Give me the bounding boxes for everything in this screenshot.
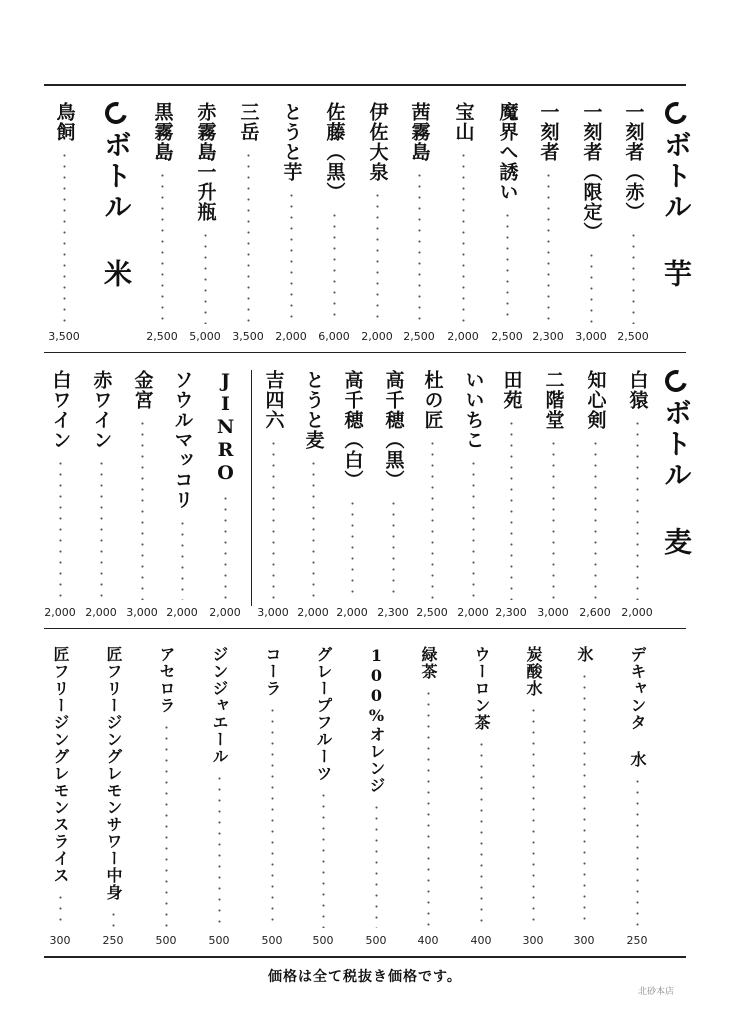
menu-item-name: 伊佐大泉 xyxy=(366,102,389,182)
kome-heading xyxy=(96,102,136,290)
menu-item-name: 一刻者 xyxy=(537,102,560,162)
menu-item-price: 2,500 xyxy=(416,606,448,619)
kome-heading-text: ボトル 米 xyxy=(100,130,133,290)
mugi-heading xyxy=(656,370,696,558)
menu-item-price: 2,500 xyxy=(617,330,649,343)
dot-leader xyxy=(472,458,475,600)
menu-item-name: 佐藤（黒） xyxy=(323,102,346,202)
dot-leader xyxy=(333,210,336,324)
menu-item-name: 黒霧島 xyxy=(151,102,174,162)
menu-item-price: 2,300 xyxy=(495,606,527,619)
menu-item xyxy=(298,370,328,600)
menu-item-price: 500 xyxy=(312,934,334,947)
menu-item xyxy=(127,370,157,600)
dot-leader xyxy=(632,230,635,324)
menu-item-price: 3,000 xyxy=(575,330,607,343)
menu-item xyxy=(233,102,263,324)
menu-item-price: 2,000 xyxy=(621,606,653,619)
menu-item-price: 300 xyxy=(522,934,544,947)
menu-item-price: 250 xyxy=(102,934,124,947)
menu-item-name: 茜霧島 xyxy=(408,102,431,162)
menu-item-price: 500 xyxy=(365,934,387,947)
menu-item xyxy=(618,102,648,324)
menu-item-name: 魔界へ誘い xyxy=(496,102,519,202)
menu-item xyxy=(151,646,181,928)
menu-item-name: 一刻者（限定） xyxy=(580,102,603,242)
menu-item-name: 匠フリージングレモンサワー中身 xyxy=(104,646,123,901)
dot-leader xyxy=(510,418,513,600)
dot-leader xyxy=(594,438,597,600)
menu-item-price: 2,300 xyxy=(377,606,409,619)
menu-item-price: 2,000 xyxy=(44,606,76,619)
section-rule-1 xyxy=(44,352,686,353)
menu-item xyxy=(362,102,392,324)
menu-item-price: 500 xyxy=(208,934,230,947)
menu-item-name: 金宮 xyxy=(131,370,154,410)
mugi-heading-text: ボトル 麦 xyxy=(660,398,693,558)
menu-item-price: 3,000 xyxy=(537,606,569,619)
menu-item-price: 250 xyxy=(626,934,648,947)
dot-leader xyxy=(271,705,274,928)
menu-item xyxy=(458,370,488,600)
top-rule xyxy=(44,84,686,86)
menu-item-name: 吉四六 xyxy=(262,370,285,430)
menu-item xyxy=(49,102,79,324)
imo-heading xyxy=(656,102,696,290)
menu-item xyxy=(569,646,599,928)
menu-item-name: 赤ワイン xyxy=(90,370,113,450)
menu-item-name: 炭酸水 xyxy=(524,646,543,697)
menu-item-price: 3,500 xyxy=(48,330,80,343)
menu-item xyxy=(466,646,496,928)
imo-heading-text: ボトル 芋 xyxy=(660,130,693,290)
menu-item-name: アセロラ xyxy=(157,646,176,714)
dot-leader xyxy=(141,418,144,600)
menu-item xyxy=(533,102,563,324)
menu-item xyxy=(257,646,287,928)
menu-item-price: 2,300 xyxy=(532,330,564,343)
menu-item-name: 緑茶 xyxy=(419,646,438,680)
dot-leader xyxy=(506,210,509,324)
dot-leader xyxy=(290,190,293,324)
menu-item xyxy=(538,370,568,600)
menu-item-name: 匠フリージングレモンスライス xyxy=(51,646,70,884)
menu-item-price: 500 xyxy=(155,934,177,947)
menu-item xyxy=(147,102,177,324)
menu-item xyxy=(378,370,408,600)
menu-item xyxy=(337,370,367,600)
enso-icon xyxy=(101,98,131,128)
menu-item xyxy=(518,646,548,928)
menu-item xyxy=(210,370,240,600)
menu-item-name: 氷 xyxy=(575,646,594,663)
menu-item xyxy=(45,646,75,928)
menu-item-name: いいちこ xyxy=(462,370,485,450)
shop-name: 北砂本店 xyxy=(638,987,675,997)
menu-item-name: コーラ xyxy=(263,646,282,697)
menu-item-name: 知心剣 xyxy=(584,370,607,430)
menu-item-name: 白ワイン xyxy=(49,370,72,450)
menu-item-price: 2,000 xyxy=(297,606,329,619)
dot-leader xyxy=(224,493,227,600)
dot-leader xyxy=(112,909,115,928)
dot-leader xyxy=(218,773,221,928)
menu-item-price: 400 xyxy=(417,934,439,947)
dot-leader xyxy=(312,458,315,600)
dot-leader xyxy=(351,498,354,600)
menu-item-price: 2,000 xyxy=(209,606,241,619)
menu-item-name: 高千穂（白） xyxy=(341,370,364,490)
dot-leader xyxy=(376,190,379,324)
menu-item-price: 2,500 xyxy=(403,330,435,343)
menu-item-name: 二階堂 xyxy=(542,370,565,430)
menu-item-name: 杜の匠 xyxy=(421,370,444,430)
menu-item xyxy=(258,370,288,600)
menu-item-price: 500 xyxy=(261,934,283,947)
dot-leader xyxy=(204,230,207,324)
menu-item-price: 2,500 xyxy=(491,330,523,343)
menu-item-price: 2,000 xyxy=(85,606,117,619)
menu-item-name: JINRO xyxy=(214,370,237,485)
menu-item xyxy=(361,646,391,928)
menu-item-name: デキャンタ 水 xyxy=(628,646,647,768)
menu-item xyxy=(448,102,478,324)
menu-item-price: 2,500 xyxy=(146,330,178,343)
dot-leader xyxy=(590,250,593,324)
dot-leader xyxy=(59,458,62,600)
menu-item xyxy=(86,370,116,600)
menu-item-price: 3,000 xyxy=(257,606,289,619)
dot-leader xyxy=(375,802,378,928)
menu-item-price: 3,500 xyxy=(232,330,264,343)
menu-item xyxy=(413,646,443,928)
dot-leader xyxy=(462,150,465,324)
section-rule-2 xyxy=(44,628,686,629)
menu-item xyxy=(98,646,128,928)
dot-leader xyxy=(247,150,250,324)
dot-leader xyxy=(418,170,421,324)
menu-item xyxy=(417,370,447,600)
menu-item-name: 三岳 xyxy=(237,102,260,142)
menu-item-name: グレープフルーツ xyxy=(314,646,333,782)
menu-item-name: 一刻者（赤） xyxy=(622,102,645,222)
dot-leader xyxy=(272,438,275,600)
menu-item xyxy=(622,646,652,928)
dot-leader xyxy=(636,418,639,600)
menu-item-price: 3,000 xyxy=(126,606,158,619)
dot-leader xyxy=(552,438,555,600)
dot-leader xyxy=(532,705,535,928)
dot-leader xyxy=(181,518,184,600)
menu-item-name: とうと芋 xyxy=(280,102,303,182)
dot-leader xyxy=(547,170,550,324)
menu-item xyxy=(319,102,349,324)
dot-leader xyxy=(63,150,66,324)
menu-item-name: ウーロン茶 xyxy=(472,646,491,731)
menu-item-name: とうと麦 xyxy=(302,370,325,450)
menu-item-price: 2,000 xyxy=(457,606,489,619)
menu-item xyxy=(622,370,652,600)
menu-item-price: 6,000 xyxy=(318,330,350,343)
enso-icon xyxy=(661,98,691,128)
menu-item-name: 白猿 xyxy=(626,370,649,410)
menu-item xyxy=(492,102,522,324)
enso-icon xyxy=(661,366,691,396)
menu-item xyxy=(580,370,610,600)
menu-item-price: 2,000 xyxy=(361,330,393,343)
menu-item-price: 2,000 xyxy=(166,606,198,619)
menu-item xyxy=(404,102,434,324)
menu-item xyxy=(496,370,526,600)
dot-leader xyxy=(636,776,639,928)
dot-leader xyxy=(392,498,395,600)
menu-item xyxy=(308,646,338,928)
menu-item-price: 5,000 xyxy=(189,330,221,343)
menu-item-name: 鳥飼 xyxy=(53,102,76,142)
menu-item-name: 宝山 xyxy=(452,102,475,142)
menu-item-price: 2,000 xyxy=(336,606,368,619)
menu-item xyxy=(167,370,197,600)
menu-item xyxy=(45,370,75,600)
dot-leader xyxy=(431,438,434,600)
dot-leader xyxy=(59,892,62,928)
menu-item xyxy=(204,646,234,928)
menu-item-name: 100%オレンジ xyxy=(367,646,386,794)
menu-item-price: 2,000 xyxy=(275,330,307,343)
menu-item-name: 高千穂（黒） xyxy=(382,370,405,490)
menu-item-price: 2,000 xyxy=(447,330,479,343)
menu-item-price: 400 xyxy=(470,934,492,947)
dot-leader xyxy=(583,671,586,928)
menu-item-name: ジンジャエール xyxy=(210,646,229,765)
dot-leader xyxy=(100,458,103,600)
menu-item xyxy=(190,102,220,324)
mugi-divider xyxy=(251,370,252,606)
menu-item-name: ソウルマッコリ xyxy=(171,370,194,510)
dot-leader xyxy=(480,739,483,928)
menu-item-name: 赤霧島一升瓶 xyxy=(194,102,217,222)
dot-leader xyxy=(322,790,325,928)
dot-leader xyxy=(165,722,168,928)
dot-leader xyxy=(161,170,164,324)
menu-item-price: 300 xyxy=(573,934,595,947)
menu-item xyxy=(576,102,606,324)
menu-item-name: 田苑 xyxy=(500,370,523,410)
menu-item xyxy=(276,102,306,324)
dot-leader xyxy=(427,688,430,928)
menu-item-price: 2,600 xyxy=(579,606,611,619)
bottom-rule xyxy=(44,956,686,958)
menu-item-price: 300 xyxy=(49,934,71,947)
tax-note: 価格は全て税抜き価格です。 xyxy=(268,969,462,985)
